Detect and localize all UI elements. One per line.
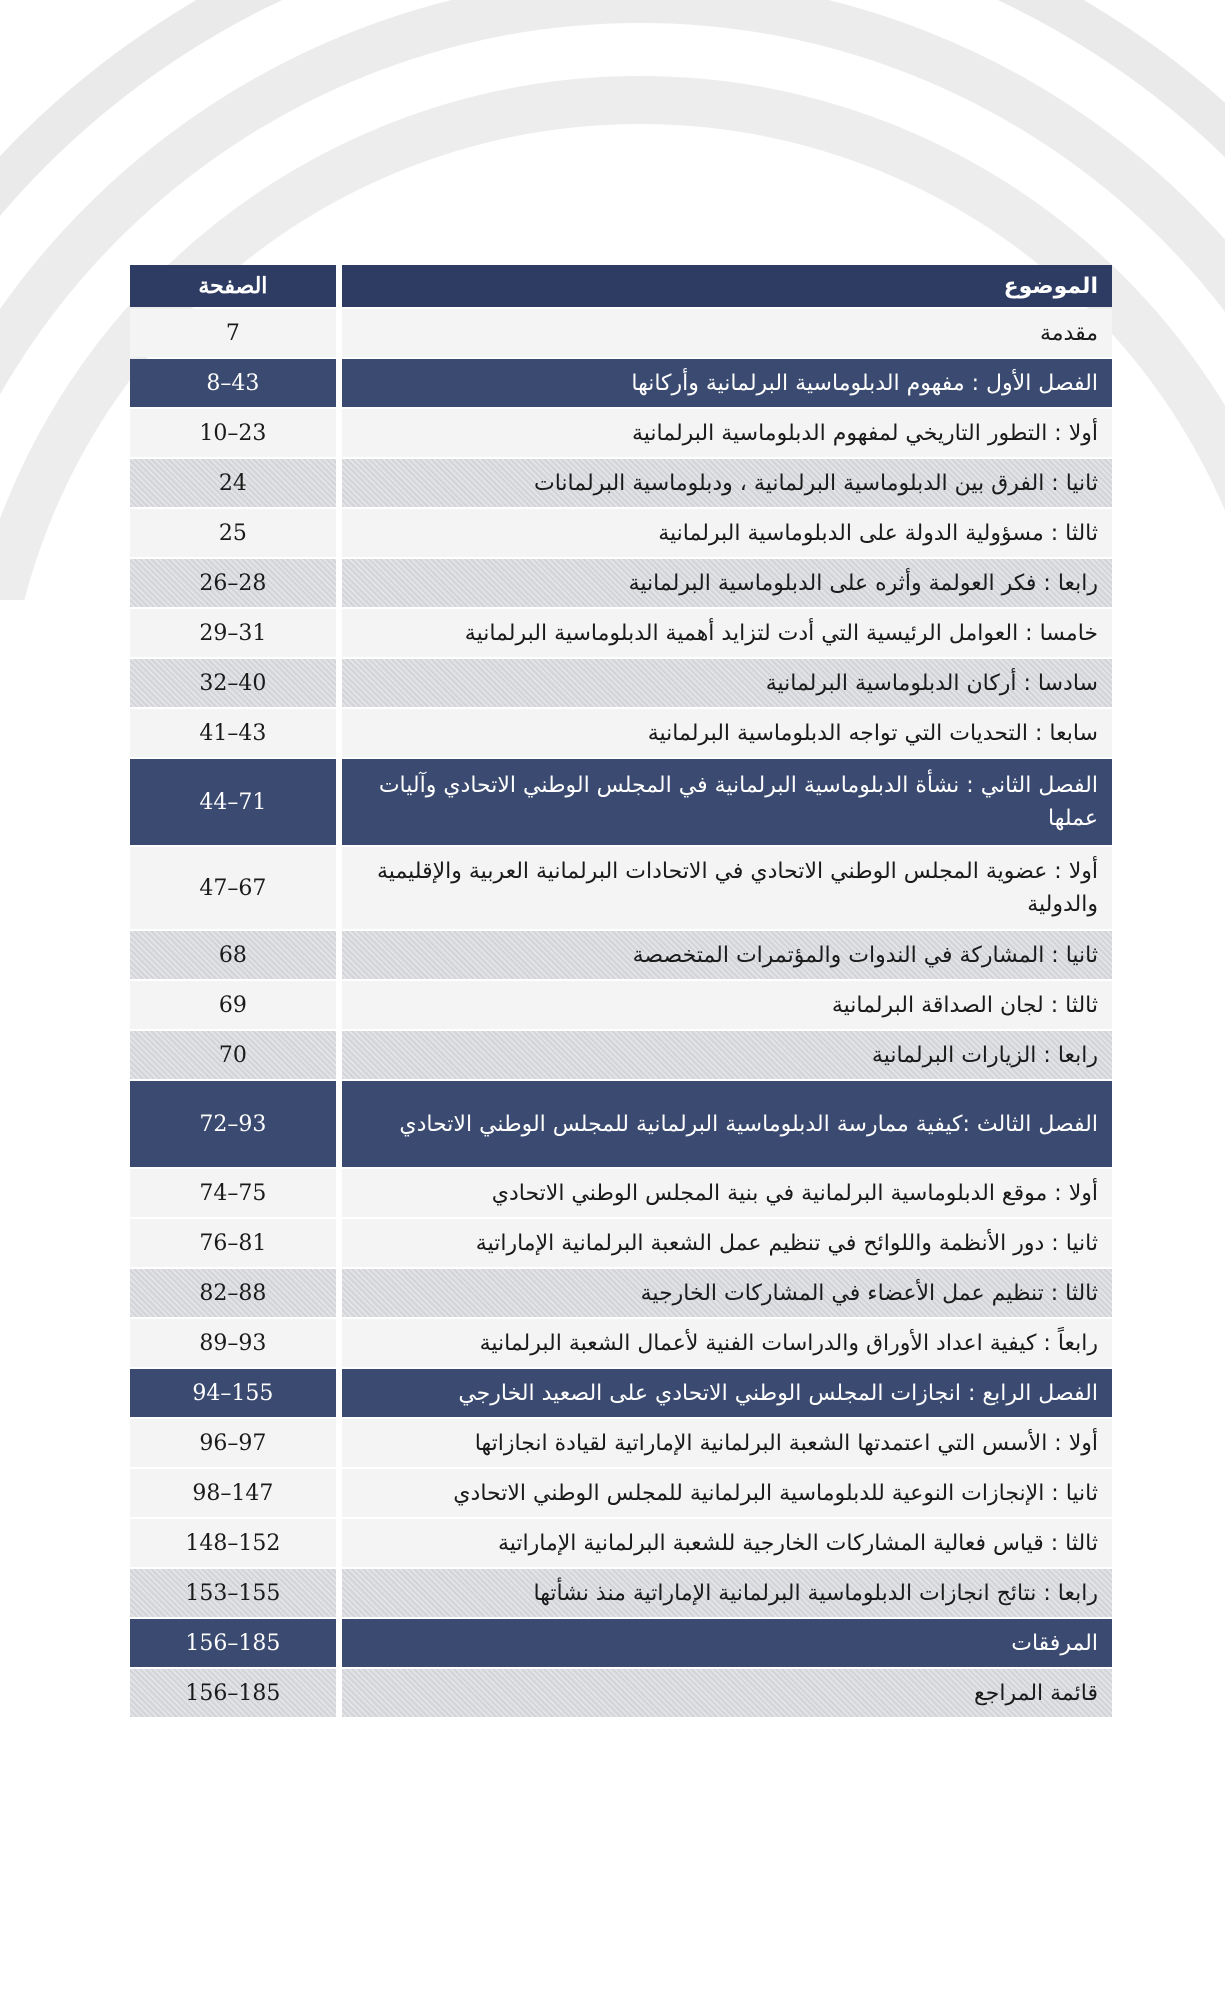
toc-page: 69 [130, 981, 336, 1029]
toc-topic: ثالثا : تنظيم عمل الأعضاء في المشاركات الخارجية [336, 1269, 1112, 1317]
toc-row [130, 1469, 1112, 1517]
toc-page: 76–81 [130, 1219, 336, 1267]
toc-topic: رابعا : نتائج انجازات الدبلوماسية البرلمانية الإماراتية منذ نشأتها [336, 1569, 1112, 1617]
toc-topic: رابعا : فكر العولمة وأثره على الدبلوماسية البرلمانية [336, 559, 1112, 607]
toc-chapter-row [130, 1081, 1112, 1167]
toc-topic: سادسا : أركان الدبلوماسية البرلمانية [336, 659, 1112, 707]
toc-header-row [130, 265, 1112, 307]
toc-page: 7 [130, 309, 336, 357]
toc-row [130, 1269, 1112, 1317]
toc-row [130, 1569, 1112, 1617]
toc-row [130, 509, 1112, 557]
toc-page: 94–155 [130, 1369, 336, 1417]
toc-topic: ثانيا : الإنجازات النوعية للدبلوماسية البرلمانية للمجلس الوطني الاتحادي [336, 1469, 1112, 1517]
toc-row [130, 309, 1112, 357]
toc-page: 89–93 [130, 1319, 336, 1367]
toc-topic: ثالثا : مسؤولية الدولة على الدبلوماسية البرلمانية [336, 509, 1112, 557]
toc-page: 153–155 [130, 1569, 336, 1617]
toc-page: 96–97 [130, 1419, 336, 1467]
toc-row [130, 931, 1112, 979]
toc-topic: ثالثا : قياس فعالية المشاركات الخارجية للشعبة البرلمانية الإماراتية [336, 1519, 1112, 1567]
toc-topic: أولا : التطور التاريخي لمفهوم الدبلوماسية البرلمانية [336, 409, 1112, 457]
toc-page: 44–71 [130, 759, 336, 845]
toc-page: 41–43 [130, 709, 336, 757]
toc-topic: ثانيا : دور الأنظمة واللوائح في تنظيم عمل الشعبة البرلمانية الإماراتية [336, 1219, 1112, 1267]
toc-page: 72–93 [130, 1081, 336, 1167]
toc-page: 70 [130, 1031, 336, 1079]
toc-topic: الفصل الرابع : انجازات المجلس الوطني الاتحادي على الصعيد الخارجي [336, 1369, 1112, 1417]
toc-page: 82–88 [130, 1269, 336, 1317]
toc-chapter-row [130, 1369, 1112, 1417]
toc-chapter-row [130, 1619, 1112, 1667]
toc-topic: المرفقات [336, 1619, 1112, 1667]
header-topic: الموضوع [336, 265, 1112, 307]
toc-page: 8–43 [130, 359, 336, 407]
toc-topic: أولا : الأسس التي اعتمدتها الشعبة البرلمانية الإماراتية لقيادة انجازاتها [336, 1419, 1112, 1467]
toc-page: 47–67 [130, 847, 336, 929]
toc-page: 10–23 [130, 409, 336, 457]
toc-topic: أولا : موقع الدبلوماسية البرلمانية في بنية المجلس الوطني الاتحادي [336, 1169, 1112, 1217]
toc-row [130, 559, 1112, 607]
toc-chapter-row [130, 359, 1112, 407]
toc-topic: خامسا : العوامل الرئيسية التي أدت لتزايد أهمية الدبلوماسية البرلمانية [336, 609, 1112, 657]
toc-row [130, 847, 1112, 929]
toc-page: 148–152 [130, 1519, 336, 1567]
toc-row [130, 409, 1112, 457]
toc-row [130, 709, 1112, 757]
toc-row [130, 1669, 1112, 1717]
toc-topic: الفصل الثالث :كيفية ممارسة الدبلوماسية البرلمانية للمجلس الوطني الاتحادي [336, 1081, 1112, 1167]
toc-topic: رابعا : الزيارات البرلمانية [336, 1031, 1112, 1079]
toc-topic: ثالثا : لجان الصداقة البرلمانية [336, 981, 1112, 1029]
toc-page: 98–147 [130, 1469, 336, 1517]
toc-chapter-row [130, 759, 1112, 845]
toc-topic: مقدمة [336, 309, 1112, 357]
toc-topic: الفصل الأول : مفهوم الدبلوماسية البرلمانية وأركانها [336, 359, 1112, 407]
toc-page: 24 [130, 459, 336, 507]
table-of-contents [130, 263, 1112, 1719]
toc-page: 74–75 [130, 1169, 336, 1217]
toc-row [130, 1219, 1112, 1267]
toc-row [130, 1519, 1112, 1567]
toc-page: 25 [130, 509, 336, 557]
header-page: الصفحة [130, 265, 336, 307]
toc-page: 26–28 [130, 559, 336, 607]
toc-row [130, 1419, 1112, 1467]
toc-row [130, 981, 1112, 1029]
toc-row [130, 1031, 1112, 1079]
toc-page: 156–185 [130, 1619, 336, 1667]
toc-topic: سابعا : التحديات التي تواجه الدبلوماسية البرلمانية [336, 709, 1112, 757]
toc-topic: الفصل الثاني : نشأة الدبلوماسية البرلمانية في المجلس الوطني الاتحادي وآليات عملها [336, 759, 1112, 845]
toc-page: 29–31 [130, 609, 336, 657]
toc-row [130, 659, 1112, 707]
toc-page: 32–40 [130, 659, 336, 707]
toc-row [130, 459, 1112, 507]
toc-topic: أولا : عضوية المجلس الوطني الاتحادي في الاتحادات البرلمانية العربية والإقليمية والدولية [336, 847, 1112, 929]
toc-topic: قائمة المراجع [336, 1669, 1112, 1717]
toc-page: 68 [130, 931, 336, 979]
toc-row [130, 609, 1112, 657]
toc-row [130, 1169, 1112, 1217]
toc-topic: ثانيا : المشاركة في الندوات والمؤتمرات المتخصصة [336, 931, 1112, 979]
toc-row [130, 1319, 1112, 1367]
toc-topic: رابعاً : كيفية اعداد الأوراق والدراسات الفنية لأعمال الشعبة البرلمانية [336, 1319, 1112, 1367]
toc-topic: ثانيا : الفرق بين الدبلوماسية البرلمانية ، ودبلوماسية البرلمانات [336, 459, 1112, 507]
toc-page: 156–185 [130, 1669, 336, 1717]
